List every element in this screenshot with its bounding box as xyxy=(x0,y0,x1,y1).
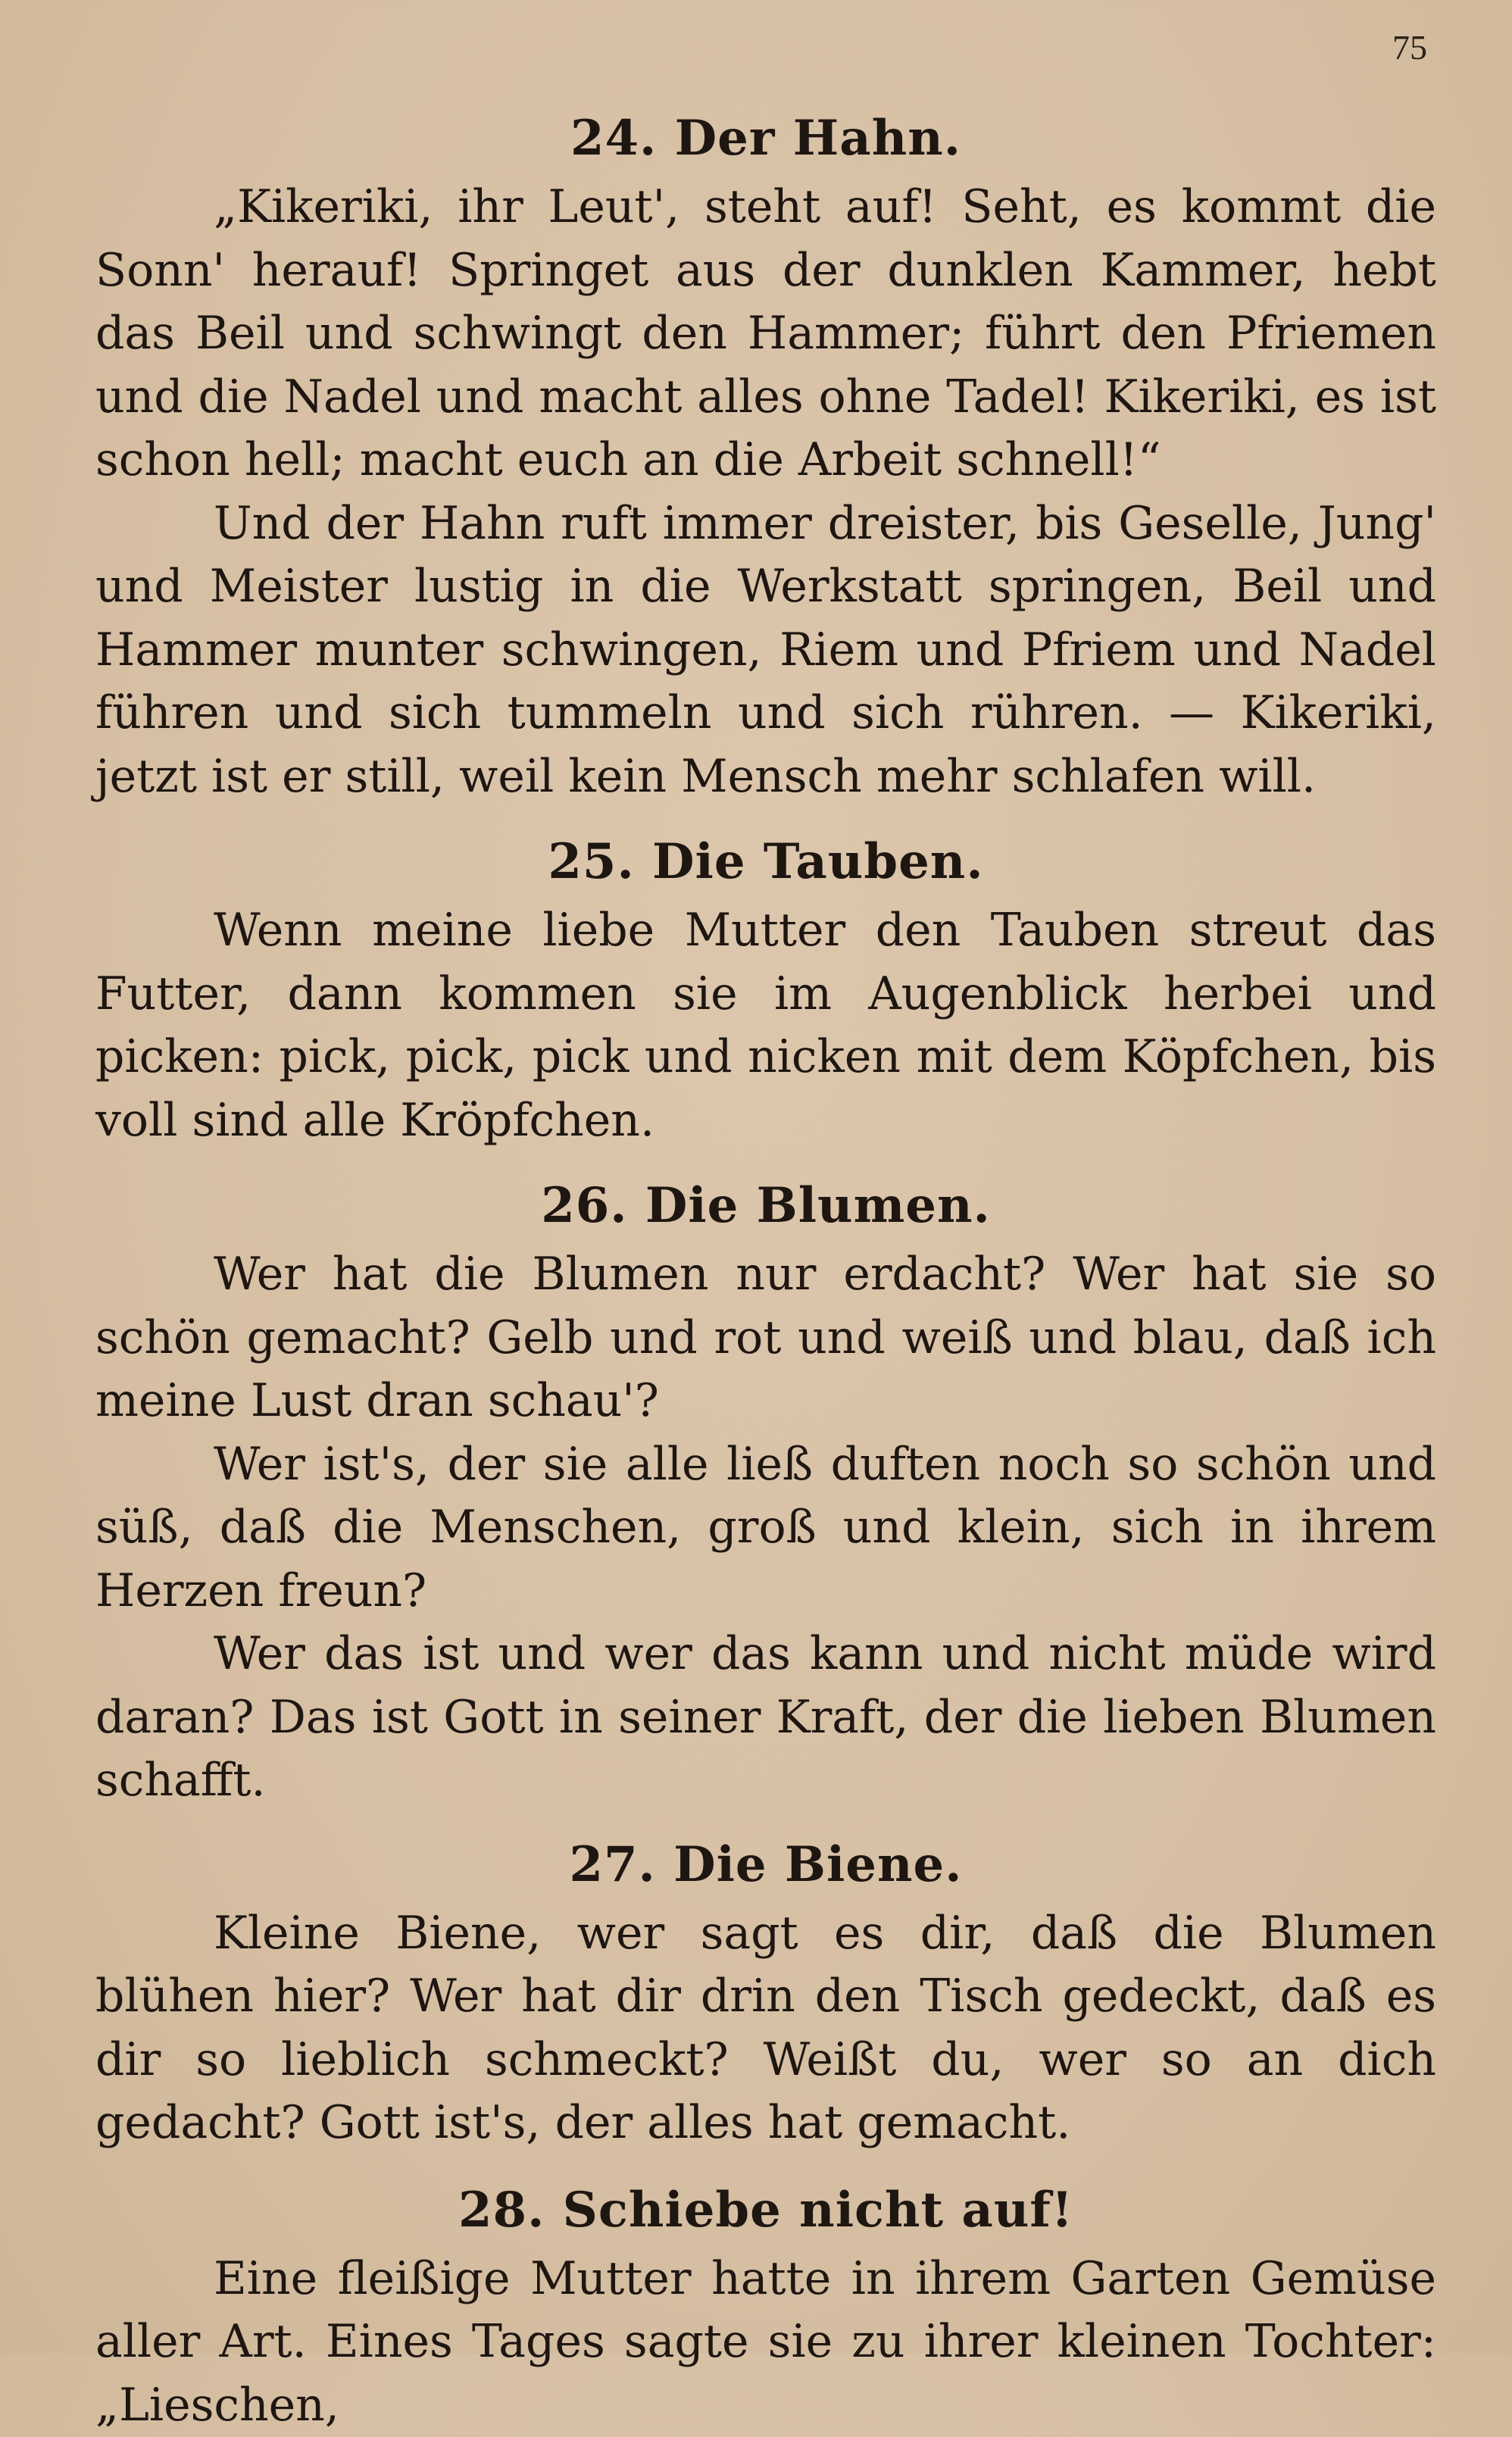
section-heading: 24. Der Hahn. xyxy=(95,106,1436,171)
section-die-blumen xyxy=(95,1173,1436,1813)
paragraph: Wenn meine liebe Mutter den Tauben streut das Futter, dann kommen sie im Augenblick herbei und picken: pick, pick, pick und nicken mit dem Köpfchen, bis voll sind alle Kröpfchen. xyxy=(95,899,1436,1152)
section-die-biene xyxy=(95,1832,1436,2155)
paragraph: Wer ist's, der sie alle ließ duften noch so schön und süß, daß die Menschen, groß und klein, sich in ihrem Herzen freun? xyxy=(95,1433,1436,1623)
section-die-tauben xyxy=(95,830,1436,1152)
section-heading: 27. Die Biene. xyxy=(95,1832,1436,1898)
section-heading: 28. Schiebe nicht auf! xyxy=(95,2178,1436,2243)
section-der-hahn xyxy=(95,106,1436,808)
section-heading: 26. Die Blumen. xyxy=(95,1173,1436,1239)
paragraph: Wer hat die Blumen nur erdacht? Wer hat sie so schön gemacht? Gelb und rot und weiß und blau, daß ich meine Lust dran schau'? xyxy=(95,1243,1436,1433)
page-number: 75 xyxy=(1392,27,1427,67)
paragraph: „Kikeriki, ihr Leut', steht auf! Seht, es kommt die Sonn' herauf! Springet aus der dunklen Kammer, hebt das Beil und schwingt den Hammer; führt den Pfriemen und die Nadel und macht alles ohne Tadel! Kikeriki, es ist schon hell; macht euch an die Arbeit schnell!“ xyxy=(95,176,1436,492)
paragraph: Und der Hahn ruft immer dreister, bis Geselle, Jung' und Meister lustig in die Werkstatt springen, Beil und Hammer munter schwingen, Riem und Pfriem und Nadel führen und sich tummeln und sich rühren. — Kikeriki, jetzt ist er still, weil kein Mensch mehr schlafen will. xyxy=(95,492,1436,809)
paragraph: Kleine Biene, wer sagt es dir, daß die Blumen blühen hier? Wer hat dir drin den Tisch gedeckt, daß es dir so lieblich schmeckt? Weißt du, wer so an dich gedacht? Gott ist's, der alles hat gemacht. xyxy=(95,1902,1436,2155)
section-schiebe-nicht-auf xyxy=(95,2178,1436,2437)
paragraph: Wer das ist und wer das kann und nicht müde wird daran? Das ist Gott in seiner Kraft, der die lieben Blumen schafft. xyxy=(95,1623,1436,1813)
paragraph: Eine fleißige Mutter hatte in ihrem Garten Gemüse aller Art. Eines Tages sagte sie zu ihrer kleinen Tochter: „Lieschen, xyxy=(95,2248,1436,2437)
page-content xyxy=(95,106,1436,2437)
section-heading: 25. Die Tauben. xyxy=(95,830,1436,895)
